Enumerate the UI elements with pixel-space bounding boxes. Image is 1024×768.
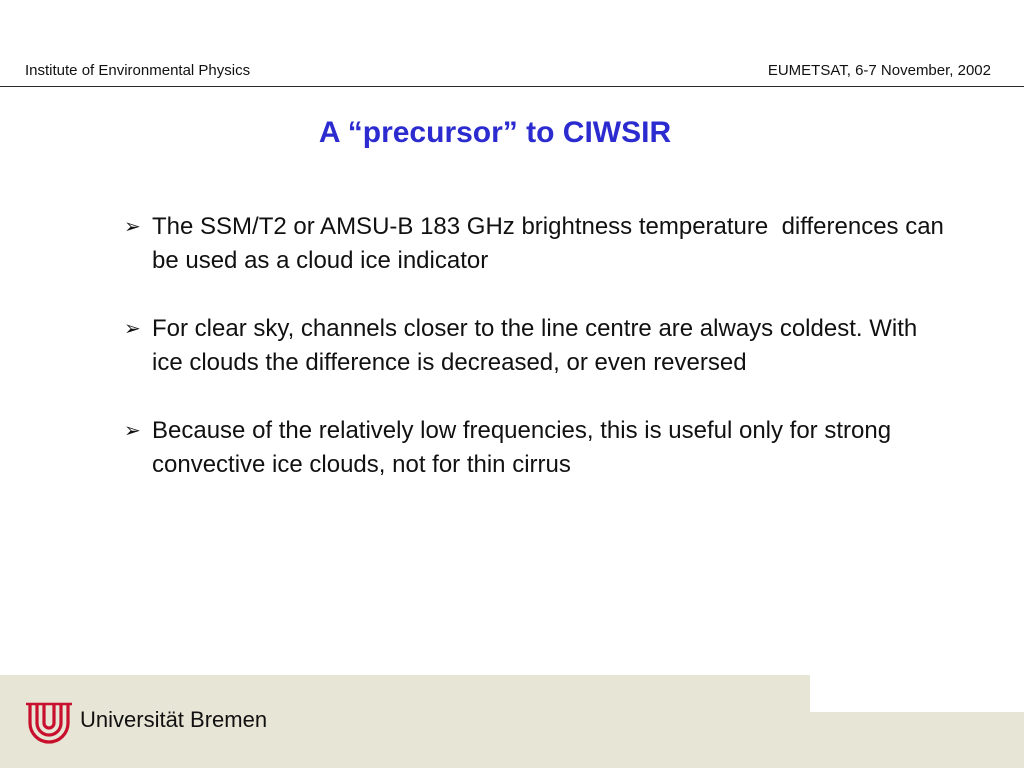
arrow-bullet-icon: ➢ xyxy=(124,420,141,442)
bullet-item xyxy=(124,414,944,482)
slide-header xyxy=(0,60,1024,87)
bullet-list xyxy=(124,210,944,516)
bullet-text: The SSM/T2 or AMSU-B 183 GHz brightness temperature differences can be used as a cloud ice indicator xyxy=(152,213,944,274)
universitat-bremen-logo-icon xyxy=(24,701,74,745)
arrow-bullet-icon: ➢ xyxy=(124,318,141,340)
slide-title: A “precursor” to CIWSIR xyxy=(318,116,672,149)
bullet-item xyxy=(124,210,944,278)
arrow-bullet-icon: ➢ xyxy=(124,216,141,238)
footer-strip xyxy=(810,712,1024,768)
bullet-item xyxy=(124,312,944,380)
header-institute: Institute of Environmental Physics xyxy=(25,62,251,79)
university-name: Universität Bremen xyxy=(80,707,268,732)
bullet-text: For clear sky, channels closer to the line centre are always coldest. With ice clouds the difference is decreased, or even reversed xyxy=(152,315,918,376)
bullet-text: Because of the relatively low frequencies, this is useful only for strong convective ice clouds, not for thin cirrus xyxy=(152,417,892,478)
header-event: EUMETSAT, 6-7 November, 2002 xyxy=(767,62,991,79)
